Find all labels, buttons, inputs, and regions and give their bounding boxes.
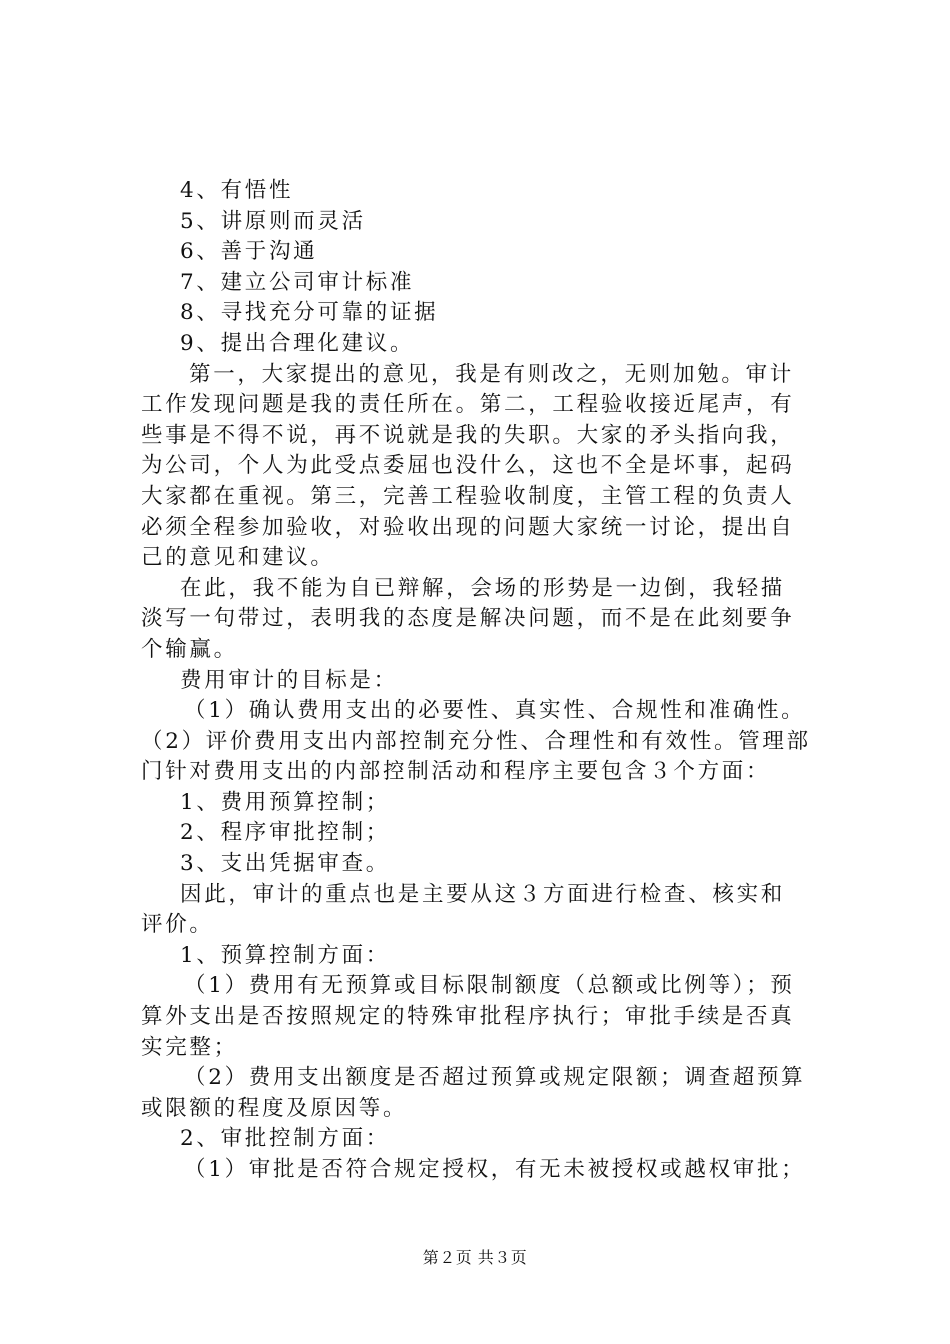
paragraph-line: 第一，大家提出的意见，我是有则改之，无则加勉。审计 <box>189 361 795 387</box>
paragraph-line: 门针对费用支出的内部控制活动和程序主要包含３个方面： <box>141 759 771 785</box>
section-heading: 2、审批控制方面： <box>180 1126 390 1152</box>
paragraph-line: （1）费用有无预算或目标限制额度（总额或比例等）；预 <box>184 973 795 999</box>
list-item: 2、程序审批控制； <box>180 820 390 846</box>
paragraph-line: 或限额的程度及原因等。 <box>141 1095 408 1121</box>
list-item: 6、善于沟通 <box>180 239 318 265</box>
page-footer: 第２页 共３页 <box>422 1248 528 1267</box>
paragraph-line: 为公司，个人为此受点委屈也没什么，这也不全是坏事，起码 <box>141 453 795 479</box>
paragraph-line: 在此，我不能为自已辩解，会场的形势是一边倒，我轻描 <box>180 575 786 601</box>
paragraph-line: 工作发现问题是我的责任所在。第二，工程验收接近尾声，有 <box>141 392 795 418</box>
paragraph-line: 实完整； <box>141 1034 238 1060</box>
list-item: 1、费用预算控制； <box>180 789 390 815</box>
paragraph-line: 些事是不得不说，再不说就是我的失职。大家的矛头指向我， <box>141 422 795 448</box>
paragraph-line: 算外支出是否按照规定的特殊审批程序执行；审批手续是否真 <box>141 1004 795 1030</box>
paragraph-line: （2）评价费用支出内部控制充分性、合理性和有效性。管理部 <box>141 728 811 754</box>
paragraph-line: 大家都在重视。第三，完善工程验收制度，主管工程的负责人 <box>141 483 795 509</box>
list-item: 9、提出合理化建议。 <box>180 330 415 356</box>
list-item: 8、寻找充分可靠的证据 <box>180 300 439 326</box>
paragraph-line: 淡写一句带过，表明我的态度是解决问题，而不是在此刻要争 <box>141 606 795 632</box>
paragraph-line: 因此，审计的重点也是主要从这３方面进行检查、核实和 <box>180 881 786 907</box>
paragraph-line: 必须全程参加验收，对验收出现的问题大家统一讨论，提出自 <box>141 514 795 540</box>
list-item: 4、有悟性 <box>180 178 294 203</box>
paragraph-line: 己的意见和建议。 <box>141 545 335 571</box>
paragraph-line: 个输赢。 <box>141 636 238 662</box>
list-item: 5、讲原则而灵活 <box>180 208 366 234</box>
section-heading: 1、预算控制方面： <box>180 942 390 968</box>
document-body <box>141 176 831 1186</box>
section-heading: 费用审计的目标是： <box>180 667 398 693</box>
list-item: （1）确认费用支出的必要性、真实性、合规性和准确性。 <box>184 698 806 724</box>
list-item: 7、建立公司审计标准 <box>180 269 415 295</box>
paragraph-line: （2）费用支出额度是否超过预算或规定限额；调查超预算 <box>184 1065 806 1091</box>
paragraph-line: 评价。 <box>141 912 214 938</box>
list-item: 3、支出凭据审查。 <box>180 851 390 877</box>
paragraph-line: （1）审批是否符合规定授权，有无未被授权或越权审批； <box>184 1157 806 1182</box>
